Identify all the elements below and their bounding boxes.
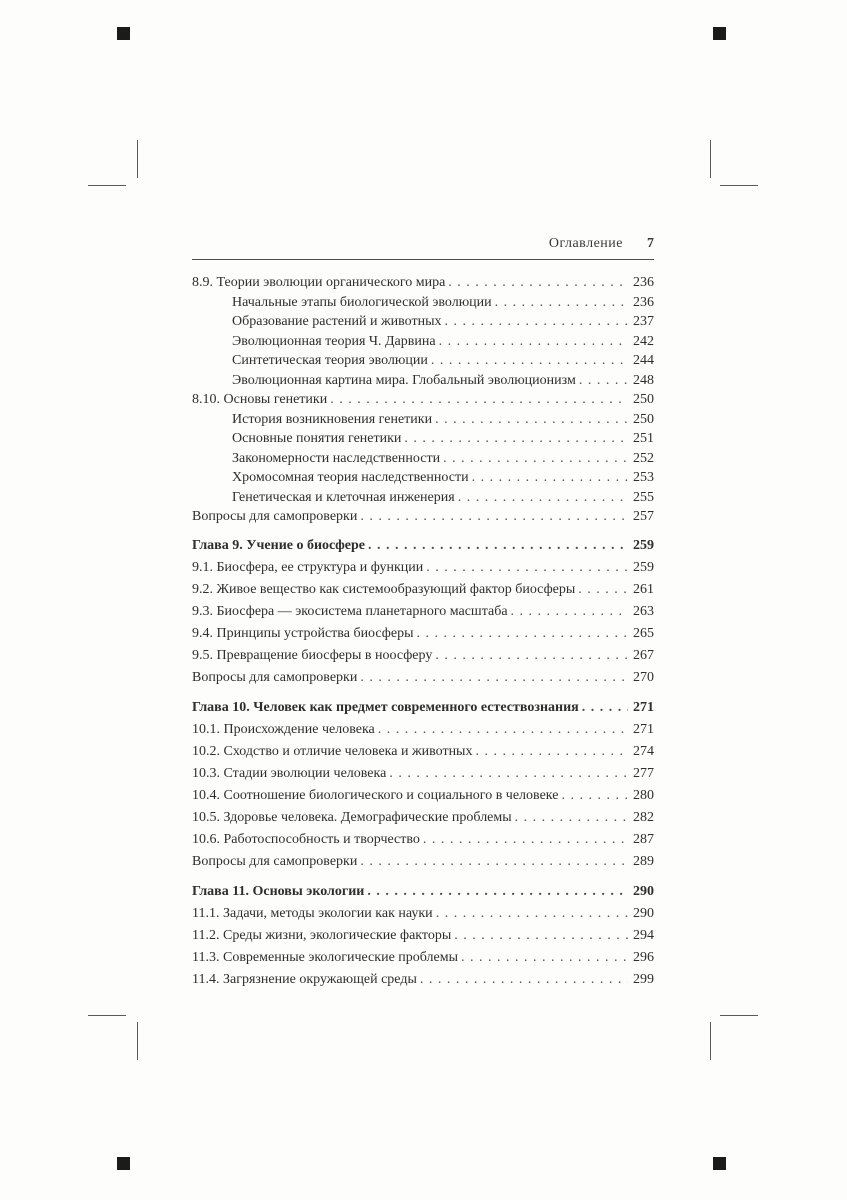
toc-entry-page: 277 — [633, 765, 654, 781]
dot-leader — [423, 557, 628, 579]
dot-leader — [401, 429, 628, 449]
toc-entry — [192, 719, 654, 741]
toc-entry-title: Начальные этапы биологической эволюции — [232, 294, 492, 310]
dot-leader — [357, 667, 628, 689]
toc-entry-title: 10.1. Происхождение человека — [192, 721, 375, 737]
toc-entry-title: 8.9. Теории эволюции органического мира — [192, 275, 446, 290]
toc-entry-page: 253 — [633, 470, 654, 485]
toc-entry — [192, 293, 654, 313]
toc-entry — [192, 371, 654, 391]
toc-entry-page: 263 — [633, 603, 654, 619]
crop-mark-horizontal-top-left — [88, 185, 126, 186]
dot-leader — [472, 741, 628, 763]
toc-entry-title: 11.2. Среды жизни, экологические факторы — [192, 927, 452, 943]
toc-entry — [192, 881, 654, 903]
toc-entry — [192, 312, 654, 332]
registration-square-bottom-right — [713, 1157, 726, 1170]
toc-entry — [192, 410, 654, 430]
toc-entry-title: Вопросы для самопроверки — [192, 853, 358, 869]
toc-entry-page: 280 — [633, 787, 654, 803]
toc-entry-title: 9.2. Живое вещество как системообразующий фактор биосферы — [192, 581, 576, 597]
toc-entry-page: 299 — [633, 971, 654, 987]
page-content — [192, 236, 654, 991]
toc-entry — [192, 969, 654, 991]
toc-entry-title: История возникновения генетики — [232, 411, 433, 427]
toc-entry-page: 252 — [633, 450, 654, 466]
toc-entry — [192, 557, 654, 579]
dot-leader — [441, 312, 628, 332]
running-header — [192, 236, 654, 260]
toc-entry-page: 265 — [633, 625, 654, 641]
toc-entry-page: 237 — [633, 314, 654, 329]
toc-entry — [192, 785, 654, 807]
page-number: 7 — [647, 236, 654, 251]
crop-mark-vertical-top-right — [710, 140, 711, 178]
toc-entry — [192, 925, 654, 947]
dot-leader — [458, 947, 628, 969]
toc-entry — [192, 763, 654, 785]
toc-entry-page: 250 — [633, 411, 654, 427]
toc-entry-title: 11.3. Современные экологические проблемы — [192, 949, 459, 965]
toc-entry-title: 11.4. Загрязнение окружающей среды — [192, 971, 417, 987]
toc-entry-page: 289 — [633, 853, 654, 869]
toc-entry — [192, 623, 654, 645]
toc-entry — [192, 390, 654, 410]
toc-entry-title: 8.10. Основы генетики — [192, 392, 328, 407]
toc-entry — [192, 697, 654, 719]
dot-leader — [357, 507, 628, 527]
toc-entry — [192, 351, 654, 371]
dot-leader — [327, 390, 628, 410]
toc-entry-title: 9.3. Биосфера — экосистема планетарного масштаба — [192, 603, 508, 619]
dot-leader — [558, 785, 628, 807]
toc-entry-page: 259 — [633, 559, 654, 575]
toc-entry-page: 290 — [633, 905, 654, 921]
toc-entry-title: 11.1. Задачи, методы экологии как науки — [192, 905, 433, 921]
toc-entry — [192, 449, 654, 469]
toc-entry-title: 9.1. Биосфера, ее структура и функции — [192, 559, 424, 575]
toc-entry-page: 257 — [633, 509, 654, 524]
toc-entry — [192, 903, 654, 925]
registration-square-bottom-left — [117, 1157, 130, 1170]
dot-leader — [365, 535, 628, 557]
toc-entry-page: 236 — [633, 275, 654, 290]
toc-entry-page: 287 — [633, 831, 654, 847]
dot-leader — [375, 719, 628, 741]
toc-entry-title: Основные понятия генетики — [232, 431, 402, 446]
dot-leader — [420, 829, 628, 851]
toc-entry — [192, 645, 654, 667]
toc-entry-page: 290 — [633, 883, 654, 899]
toc-entry-title: 10.6. Работоспособность и творчество — [192, 831, 420, 847]
toc-entry — [192, 429, 654, 449]
toc-entry-page: 250 — [633, 392, 654, 407]
dot-leader — [492, 293, 628, 313]
toc-entry — [192, 579, 654, 601]
toc-entry-title: Глава 10. Человек как предмет современного естествознания — [192, 699, 579, 715]
dot-leader — [417, 969, 628, 991]
toc-entry-page: 270 — [633, 669, 654, 685]
crop-mark-horizontal-top-right — [720, 185, 758, 186]
toc-entry-title: Закономерности наследственности — [232, 450, 441, 466]
toc-entry-page: 242 — [633, 333, 654, 349]
dot-leader — [508, 601, 628, 623]
toc-list — [192, 273, 654, 991]
toc-entry-title: 10.5. Здоровье человека. Демографические проблемы — [192, 809, 512, 825]
crop-mark-horizontal-bottom-left — [88, 1015, 126, 1016]
toc-entry — [192, 741, 654, 763]
registration-square-top-left — [117, 27, 130, 40]
toc-entry-title: Вопросы для самопроверки — [192, 669, 358, 685]
dot-leader — [364, 881, 628, 903]
toc-entry-page: 282 — [633, 809, 654, 825]
toc-entry-page: 296 — [633, 949, 654, 965]
toc-entry-page: 267 — [633, 647, 654, 663]
toc-entry — [192, 332, 654, 352]
dot-leader — [469, 468, 628, 488]
dot-leader — [436, 332, 628, 352]
dot-leader — [413, 623, 628, 645]
crop-mark-vertical-bottom-right — [710, 1022, 711, 1060]
toc-entry-title: Эволюционная картина мира. Глобальный эволюционизм — [232, 372, 576, 388]
toc-entry — [192, 829, 654, 851]
toc-entry-title: Хромосомная теория наследственности — [232, 470, 469, 485]
dot-leader — [575, 579, 628, 601]
toc-entry — [192, 947, 654, 969]
dot-leader — [386, 763, 628, 785]
dot-leader — [432, 645, 628, 667]
toc-entry-page: 261 — [633, 581, 654, 597]
toc-entry — [192, 807, 654, 829]
toc-entry — [192, 488, 654, 508]
toc-entry-page: 271 — [633, 699, 654, 715]
toc-entry-page: 251 — [633, 431, 654, 446]
toc-entry-title: 9.4. Принципы устройства биосферы — [192, 625, 414, 641]
dot-leader — [579, 697, 628, 719]
toc-entry-title: Эволюционная теория Ч. Дарвина — [232, 333, 436, 349]
dot-leader — [451, 925, 628, 947]
toc-entry-page: 271 — [633, 721, 654, 737]
toc-entry-title: Глава 11. Основы экологии — [192, 883, 365, 899]
toc-entry — [192, 851, 654, 873]
toc-entry-title: Вопросы для самопроверки — [192, 509, 358, 524]
dot-leader — [512, 807, 628, 829]
toc-entry-page: 255 — [633, 489, 654, 505]
toc-entry — [192, 468, 654, 488]
toc-entry-title: 10.3. Стадии эволюции человека — [192, 765, 387, 781]
toc-entry-title: Генетическая и клеточная инженерия — [232, 489, 455, 505]
crop-mark-vertical-top-left — [137, 140, 138, 178]
dot-leader — [432, 410, 628, 430]
toc-entry-page: 274 — [633, 743, 654, 759]
registration-square-top-right — [713, 27, 726, 40]
toc-entry-title: Синтетическая теория эволюции — [232, 353, 428, 368]
toc-entry — [192, 667, 654, 689]
toc-entry-title: 10.4. Соотношение биологического и социального в человеке — [192, 787, 559, 803]
toc-entry — [192, 601, 654, 623]
dot-leader — [576, 371, 628, 391]
dot-leader — [433, 903, 628, 925]
running-header-title: Оглавление — [548, 236, 623, 251]
toc-entry-title: Глава 9. Учение о биосфере — [192, 537, 365, 553]
crop-mark-horizontal-bottom-right — [720, 1015, 758, 1016]
toc-entry — [192, 273, 654, 293]
toc-entry-page: 244 — [633, 353, 654, 368]
toc-entry-title: Образование растений и животных — [232, 314, 442, 329]
toc-entry-page: 259 — [633, 537, 654, 553]
toc-entry-page: 236 — [633, 294, 654, 310]
toc-entry — [192, 535, 654, 557]
toc-entry-page: 294 — [633, 927, 654, 943]
toc-entry-title: 10.2. Сходство и отличие человека и животных — [192, 743, 473, 759]
dot-leader — [440, 449, 628, 469]
dot-leader — [357, 851, 628, 873]
dot-leader — [428, 351, 628, 371]
toc-entry-title: 9.5. Превращение биосферы в ноосферу — [192, 647, 433, 663]
dot-leader — [445, 273, 628, 293]
toc-entry-page: 248 — [633, 372, 654, 388]
crop-mark-vertical-bottom-left — [137, 1022, 138, 1060]
dot-leader — [455, 488, 628, 508]
toc-entry — [192, 507, 654, 527]
